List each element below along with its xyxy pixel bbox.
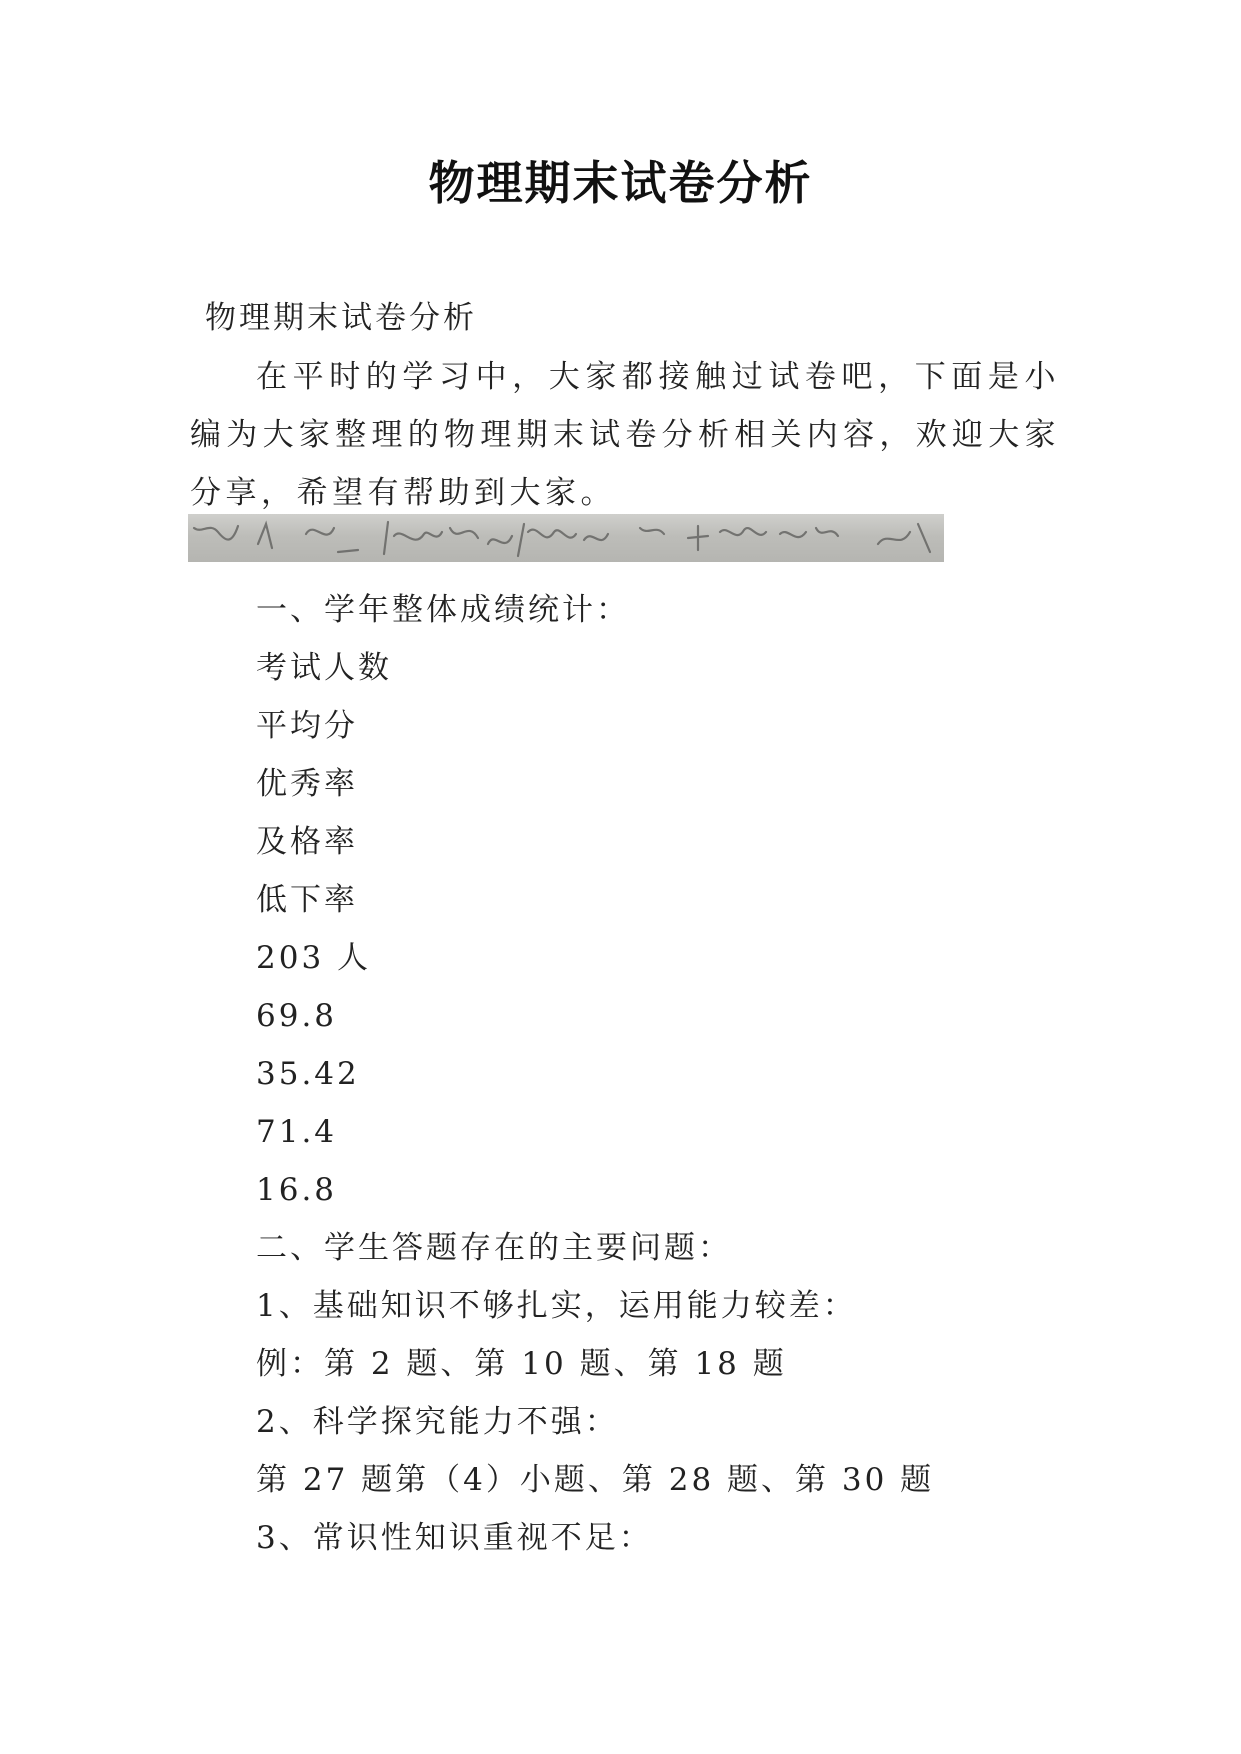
problem-item-common-knowledge: 3、常识性知识重视不足： — [256, 1520, 653, 1556]
handwritten-photo-strip — [188, 514, 944, 562]
stat-value-average: 69.8 — [256, 998, 338, 1034]
problem-inquiry-questions: 第 27 题第（4）小题、第 28 题、第 30 题 — [256, 1462, 935, 1498]
document-subtitle: 物理期末试卷分析 — [205, 300, 477, 336]
stat-label-exam-count: 考试人数 — [256, 650, 392, 686]
intro-paragraph: 在平时的学习中，大家都接触过试卷吧，下面是小编为大家整理的物理期末试卷分析相关内容，欢迎大家分享，希望有帮助到大家。 — [190, 359, 1060, 511]
stat-label-average: 平均分 — [256, 708, 358, 744]
stat-value-excellent-rate: 35.42 — [256, 1056, 360, 1092]
stat-label-excellent-rate: 优秀率 — [256, 766, 358, 802]
section-heading-main-problems: 二、学生答题存在的主要问题： — [256, 1230, 732, 1266]
stat-value-exam-count: 203 人 — [256, 940, 372, 976]
stat-value-pass-rate: 71.4 — [256, 1114, 338, 1150]
handwriting-scribble-image — [188, 514, 944, 562]
problem-item-inquiry-ability: 2、科学探究能力不强： — [256, 1404, 619, 1440]
stat-label-low-rate: 低下率 — [256, 882, 358, 918]
problem-example-questions: 例：第 2 题、第 10 题、第 18 题 — [256, 1346, 787, 1382]
document-title: 物理期末试卷分析 — [428, 156, 813, 210]
stat-value-low-rate: 16.8 — [256, 1172, 338, 1208]
stat-label-pass-rate: 及格率 — [256, 824, 358, 860]
section-heading-overall-stats: 一、学年整体成绩统计： — [256, 592, 630, 628]
problem-item-basic-knowledge: 1、基础知识不够扎实，运用能力较差： — [256, 1288, 857, 1324]
